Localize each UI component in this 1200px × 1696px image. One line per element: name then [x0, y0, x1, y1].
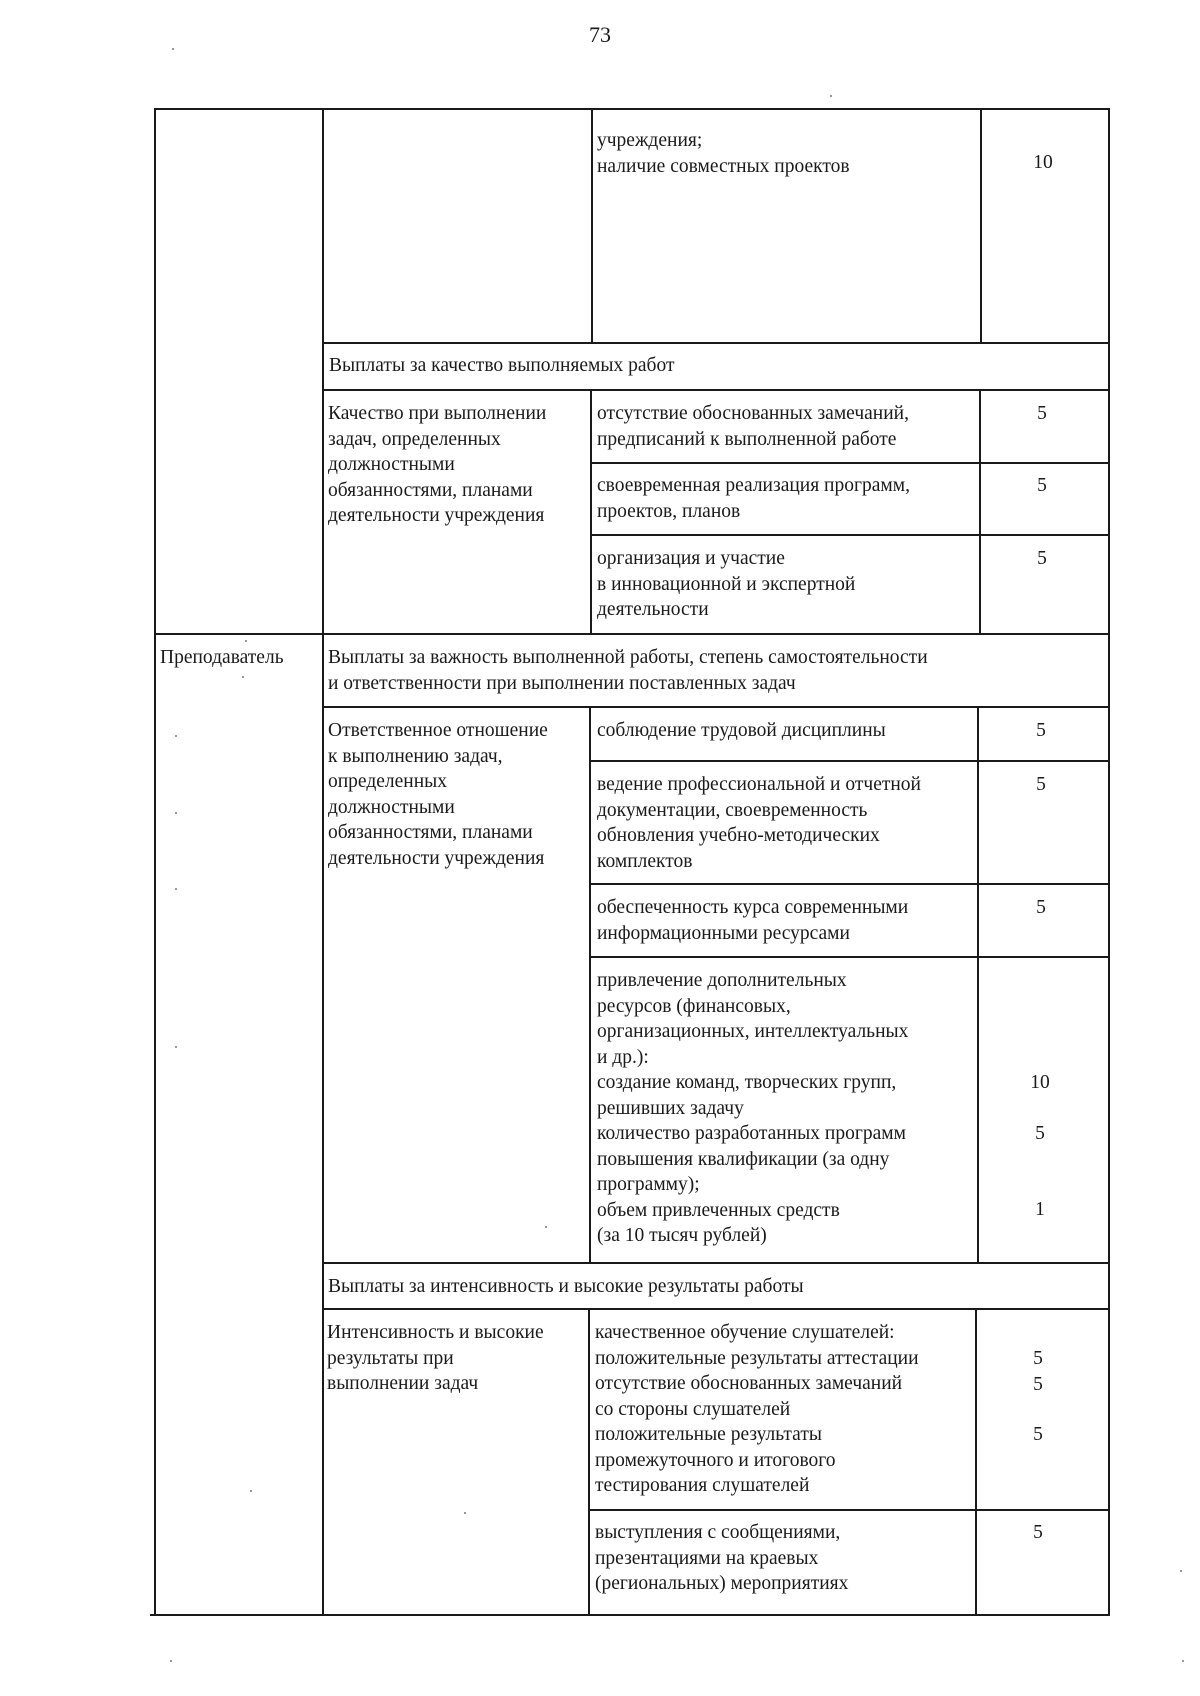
scan-speck [245, 640, 247, 642]
indicator-text-importance: Ответственное отношение к выполнению задач, определенных должностными обязанностями, планами деятельности учреждения [328, 720, 548, 869]
scan-speck [545, 1226, 547, 1228]
row-line [323, 706, 1110, 708]
points-value: 5 [1036, 774, 1046, 795]
column-divider-3 [980, 108, 982, 344]
scan-speck [1182, 1660, 1184, 1662]
scan-speck [175, 888, 177, 890]
criterion-text: соблюдение трудовой дисциплины [597, 720, 886, 741]
row-line [590, 956, 1110, 958]
criterion-text: организация и участие в инновационной и экспертной деятельности [597, 548, 856, 620]
table-left-border [154, 108, 156, 1616]
scan-speck [464, 1512, 466, 1514]
row-line [590, 760, 1110, 762]
points-value: 5 [1037, 475, 1047, 496]
points-value: 5 [1033, 1348, 1043, 1369]
criterion-text: своевременная реализация программ, проектов, планов [597, 475, 910, 522]
page-number: 73 [589, 22, 611, 47]
points-value: 5 [1036, 897, 1046, 918]
criterion-text: обеспеченность курса современными информационными ресурсами [597, 897, 909, 944]
criterion-text: ведение профессиональной и отчетной документации, своевременность обновления учебно-методических комплектов [597, 774, 921, 872]
table-bottom-border [150, 1614, 1108, 1616]
points-value: 5 [1033, 1424, 1043, 1445]
row-line [591, 534, 1110, 536]
row-line [323, 389, 1110, 391]
position-label: Преподаватель [160, 647, 284, 668]
scan-speck [250, 1490, 252, 1492]
scan-speck [175, 735, 177, 737]
criterion-text: учреждения; наличие совместных проектов [597, 130, 850, 177]
table-right-border [1108, 108, 1110, 1616]
points-value: 5 [1037, 548, 1047, 569]
row-line [591, 462, 1110, 464]
row-line [323, 1308, 1110, 1310]
section-heading-importance: Выплаты за важность выполненной работы, степень самостоятельности и ответственности при выполнении поставленных задач [328, 647, 928, 694]
table-top-border [155, 108, 1110, 110]
criterion-text: отсутствие обоснованных замечаний, предписаний к выполненной работе [597, 403, 909, 450]
column-divider-1 [322, 108, 324, 1616]
points-value: 5 [1035, 1123, 1045, 1144]
points-value: 10 [1033, 152, 1053, 173]
scan-speck [242, 676, 244, 678]
row-line [323, 342, 1110, 344]
criterion-text: выступления с сообщениями, презентациями на краевых (региональных) мероприятиях [595, 1522, 849, 1594]
criterion-text: качественное обучение слушателей: положительные результаты аттестации отсутствие обоснованных замечаний со стороны слушателей положительные результаты промежуточного и итогового тестирования слушателей [595, 1322, 919, 1496]
indicator-text-quality: Качество при выполнении задач, определенных должностными обязанностями, планами деятельности учреждения [328, 403, 547, 526]
points-value: 5 [1037, 403, 1047, 424]
column-divider-2 [591, 108, 593, 344]
points-value: 10 [1030, 1072, 1050, 1093]
scan-speck [1180, 1570, 1182, 1572]
row-line [588, 1509, 1108, 1511]
points-value: 5 [1036, 720, 1046, 741]
row-line [155, 633, 1110, 635]
scan-speck [170, 1660, 172, 1662]
points-value: 5 [1033, 1522, 1043, 1543]
section-heading-quality: Выплаты за качество выполняемых работ [329, 355, 675, 376]
points-value: 1 [1035, 1199, 1045, 1220]
scan-speck [175, 812, 177, 814]
criterion-text: привлечение дополнительных ресурсов (финансовых, организационных, интеллектуальных и др.): создание команд, творческих групп, решивших задачу количество разработанных программ повышения квалификации (за одну программу); объем привлеченных средств (за 10 тысяч рублей) [597, 970, 909, 1246]
section-heading-intensity: Выплаты за интенсивность и высокие результаты работы [328, 1276, 804, 1297]
indicator-text-intensity: Интенсивность и высокие результаты при выполнении задач [327, 1322, 544, 1394]
row-line [323, 1262, 1110, 1264]
points-value: 5 [1033, 1374, 1043, 1395]
row-line [590, 883, 1110, 885]
scan-speck [175, 1046, 177, 1048]
scan-speck [172, 48, 174, 50]
scan-speck [830, 95, 832, 97]
column-divider-2 [590, 389, 592, 634]
